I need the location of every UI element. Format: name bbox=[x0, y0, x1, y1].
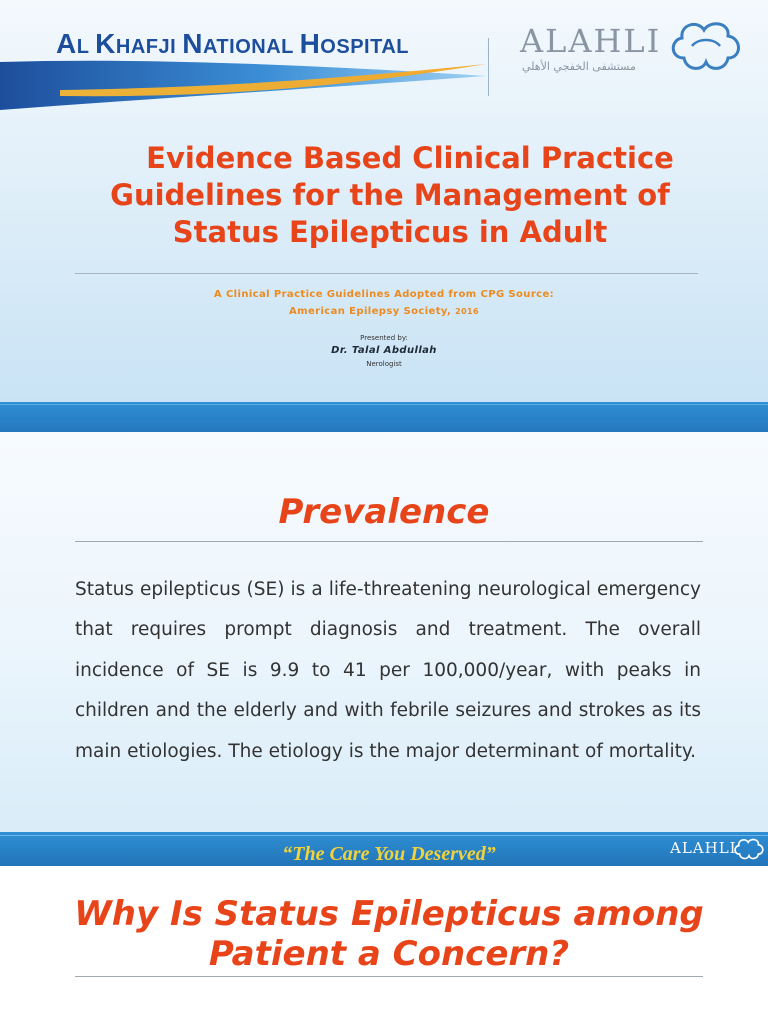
slide-divider-band bbox=[0, 402, 768, 432]
cpg-source bbox=[0, 286, 768, 320]
presenter-role: Nerologist bbox=[366, 360, 402, 368]
prevalence-title: Prevalence bbox=[278, 492, 490, 532]
concern-title-line-1: Why Is Status Epilepticus among bbox=[74, 894, 704, 934]
main-title bbox=[60, 140, 720, 251]
header-swoosh bbox=[0, 44, 500, 114]
prevalence-body: Status epilepticus (SE) is a life-threatening neurological emergency that requires prompt diagnosis and treatment. The overall incidence of SE is 9.9 to 41 per 100,000/year, with peaks in children and the elderly and with febrile seizures and strokes as its main etiologies. The etiology is the major determinant of mortality. bbox=[75, 579, 701, 762]
hospital-name: AL KHAFJI NATIONAL HOSPITAL bbox=[56, 28, 409, 59]
concern-slide bbox=[0, 866, 768, 1024]
prevalence-divider bbox=[75, 541, 703, 542]
cpg-line-1: A Clinical Practice Guidelines Adopted from CPG Source: bbox=[213, 289, 555, 300]
alahli-logo-text: ALAHLI bbox=[520, 22, 662, 60]
footer-cloud-heart-icon bbox=[732, 835, 766, 863]
main-title-line-2: Guidelines for the Management of bbox=[110, 178, 670, 212]
prevalence-slide bbox=[0, 432, 768, 832]
alahli-logo-arabic: مستشفى الخفجي الأهلي bbox=[522, 60, 636, 73]
footer-band bbox=[0, 832, 768, 866]
footer-logo-text: ALAHLI bbox=[670, 839, 737, 857]
main-title-line-3: Status Epilepticus in Adult bbox=[172, 215, 608, 249]
title-divider bbox=[75, 273, 698, 274]
concern-title bbox=[0, 894, 768, 974]
presented-by-label: Presented by: bbox=[360, 334, 408, 342]
concern-divider bbox=[75, 976, 703, 977]
header-divider bbox=[488, 38, 489, 96]
presenter-name: Dr. Talal Abdullah bbox=[331, 345, 437, 356]
title-slide bbox=[0, 0, 768, 402]
cpg-line-2: American Epilepsy Society, 2016 bbox=[288, 306, 479, 317]
cloud-heart-icon bbox=[666, 16, 746, 76]
concern-title-line-2: Patient a Concern? bbox=[208, 934, 570, 974]
tagline: “The Care You Deserved” bbox=[282, 843, 496, 865]
main-title-line-1: Evidence Based Clinical Practice bbox=[146, 141, 674, 175]
